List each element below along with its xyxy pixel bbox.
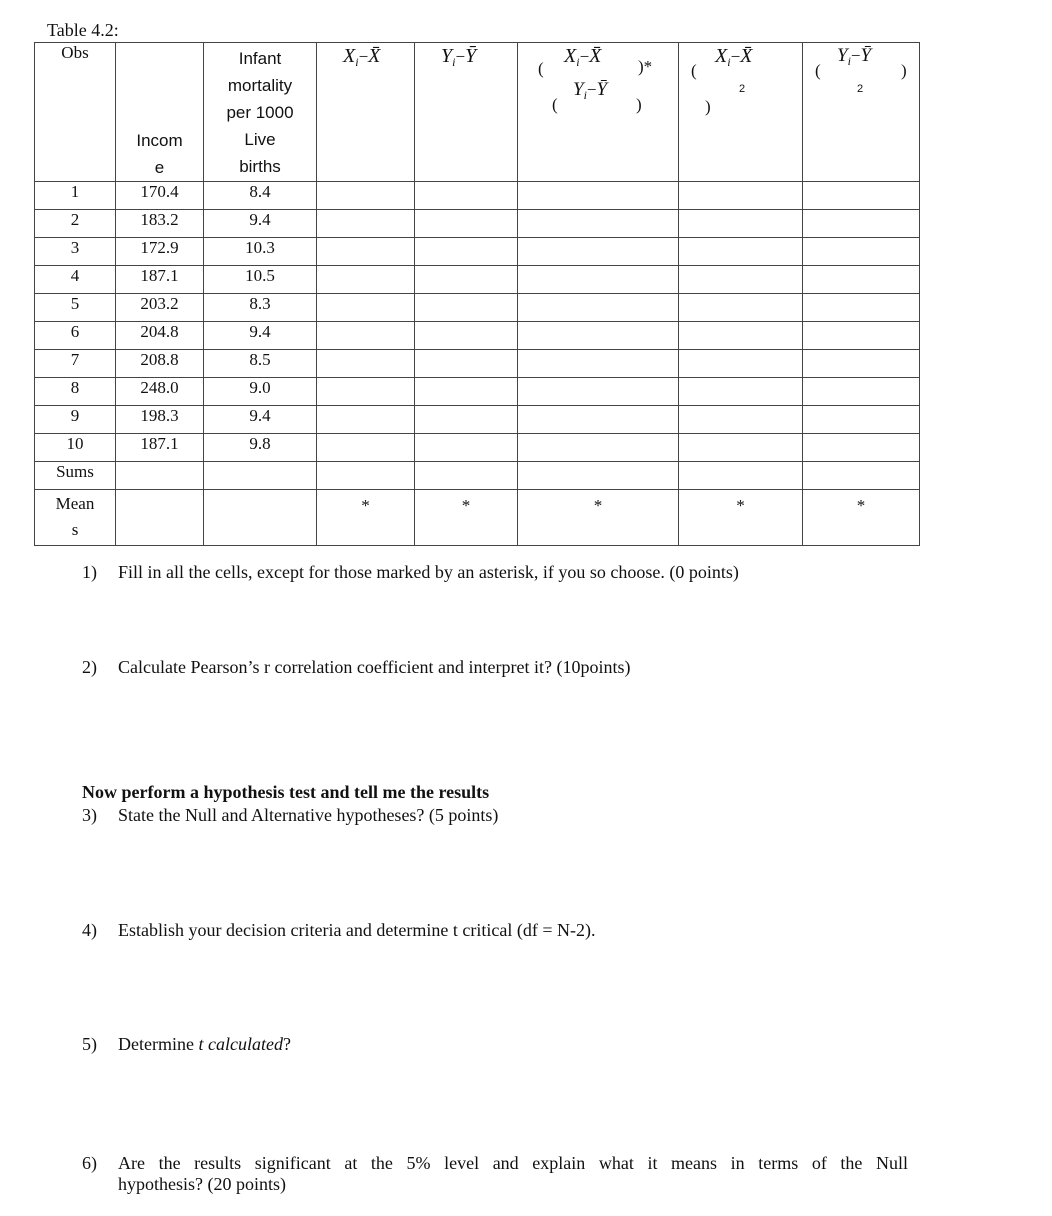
table-body (35, 182, 920, 462)
product-close-paren: ) (636, 95, 642, 114)
means-label-line1: Mean (55, 494, 95, 513)
question-4-text: Establish your decision criteria and determine t critical (df = N-2). (118, 920, 596, 940)
means-label-line2: s (71, 520, 79, 539)
y-squared-cell[interactable] (803, 210, 920, 238)
obs-cell: 1 (35, 182, 116, 210)
x-squared-cell[interactable] (679, 378, 803, 406)
product-cell[interactable] (518, 350, 679, 378)
x-squared-cell[interactable] (679, 210, 803, 238)
y-dev-cell[interactable] (415, 322, 518, 350)
x-squared-cell[interactable] (679, 238, 803, 266)
question-2-number: 2) (82, 657, 97, 677)
table-row (35, 266, 920, 294)
ysq-close-paren: ) (901, 61, 907, 80)
question-1-number: 1) (82, 562, 97, 582)
x-dev-cell[interactable] (317, 350, 415, 378)
question-6 (82, 1153, 912, 1195)
table-row (35, 182, 920, 210)
product-cell[interactable] (518, 238, 679, 266)
sum-cell-y-squared[interactable] (803, 462, 920, 490)
header-x-squared (679, 43, 803, 182)
y-squared-cell[interactable] (803, 434, 920, 462)
y-squared-cell[interactable] (803, 322, 920, 350)
sum-cell-product[interactable] (518, 462, 679, 490)
question-4-number: 4) (82, 920, 97, 940)
obs-cell: 2 (35, 210, 116, 238)
obs-cell: 5 (35, 294, 116, 322)
header-row (35, 43, 920, 182)
obs-cell: 8 (35, 378, 116, 406)
y-dev-cell[interactable] (415, 350, 518, 378)
mean-cell-x-squared: * (679, 490, 803, 546)
header-obs: Obs (35, 43, 116, 182)
product-cell[interactable] (518, 210, 679, 238)
income-cell: 204.8 (116, 322, 204, 350)
y-dev-cell[interactable] (415, 210, 518, 238)
question-3-number: 3) (82, 805, 97, 825)
x-dev-cell[interactable] (317, 238, 415, 266)
x-squared-cell[interactable] (679, 294, 803, 322)
product-cell[interactable] (518, 266, 679, 294)
y-squared-cell[interactable] (803, 266, 920, 294)
table-row (35, 434, 920, 462)
obs-cell: 10 (35, 434, 116, 462)
mean-cell-x-dev: * (317, 490, 415, 546)
formula-x-dev: $X_i-X̄$ (343, 45, 381, 69)
xsq-exponent: 2 (739, 83, 746, 95)
x-dev-cell[interactable] (317, 266, 415, 294)
product-cell[interactable] (518, 294, 679, 322)
y-dev-cell[interactable] (415, 294, 518, 322)
y-squared-cell[interactable] (803, 350, 920, 378)
y-squared-cell[interactable] (803, 294, 920, 322)
obs-cell: 7 (35, 350, 116, 378)
ysq-exponent: 2 (857, 83, 864, 95)
infant-line-3: per 1000 (226, 103, 294, 122)
y-squared-cell[interactable] (803, 406, 920, 434)
question-5-text-before: Determine (118, 1034, 199, 1054)
income-cell: 198.3 (116, 406, 204, 434)
product-cell[interactable] (518, 434, 679, 462)
question-3 (82, 805, 498, 826)
mean-cell-product: * (518, 490, 679, 546)
question-1-text: Fill in all the cells, except for those marked by an asterisk, if you so choose. (0 points) (118, 562, 739, 582)
header-income-line2: e (154, 158, 165, 177)
x-dev-cell[interactable] (317, 378, 415, 406)
income-cell: 187.1 (116, 434, 204, 462)
table-row (35, 238, 920, 266)
product-cell[interactable] (518, 182, 679, 210)
x-dev-cell[interactable] (317, 182, 415, 210)
obs-cell: 6 (35, 322, 116, 350)
formula-ysq: $Y_i-Ȳ$ (837, 45, 872, 68)
obs-cell: 9 (35, 406, 116, 434)
sum-cell-income[interactable] (116, 462, 204, 490)
product-star: )* (638, 57, 653, 76)
header-y-squared (803, 43, 920, 182)
question-6-line1: Are the results significant at the 5% level and explain what it means in terms of the Null (118, 1153, 908, 1173)
x-dev-cell[interactable] (317, 210, 415, 238)
formula-product-y: $Y_i-Ȳ$ (573, 79, 608, 102)
product-open-paren-2: ( (552, 95, 558, 114)
sums-row (35, 462, 920, 490)
x-squared-cell[interactable] (679, 434, 803, 462)
means-row (35, 490, 920, 546)
table-row (35, 294, 920, 322)
mortality-cell: 8.5 (204, 350, 317, 378)
mean-cell-mortality[interactable] (204, 490, 317, 546)
question-5-number: 5) (82, 1034, 97, 1054)
header-income-line1: Incom (136, 131, 183, 150)
mortality-cell: 9.4 (204, 210, 317, 238)
y-squared-cell[interactable] (803, 182, 920, 210)
table-row (35, 210, 920, 238)
infant-line-1: Infant (238, 49, 282, 68)
x-squared-cell[interactable] (679, 266, 803, 294)
mean-cell-y-dev: * (415, 490, 518, 546)
mortality-cell: 8.3 (204, 294, 317, 322)
infant-line-2: mortality (227, 76, 293, 95)
section-heading: Now perform a hypothesis test and tell me the results (82, 782, 490, 802)
mortality-cell: 9.0 (204, 378, 317, 406)
sum-cell-y-dev[interactable] (415, 462, 518, 490)
header-x-deviation (317, 43, 415, 182)
x-squared-cell[interactable] (679, 322, 803, 350)
y-dev-cell[interactable] (415, 238, 518, 266)
table-row (35, 350, 920, 378)
question-2-text: Calculate Pearson’s r correlation coefficient and interpret it? (10points) (118, 657, 631, 677)
income-cell: 172.9 (116, 238, 204, 266)
x-dev-cell[interactable] (317, 294, 415, 322)
infant-line-5: births (239, 157, 281, 176)
sums-label: Sums (35, 462, 116, 490)
question-6-number: 6) (82, 1153, 97, 1173)
income-cell: 183.2 (116, 210, 204, 238)
formula-product-x: $X_i-X̄$ (564, 45, 602, 69)
y-dev-cell[interactable] (415, 266, 518, 294)
ysq-open-paren: ( (815, 61, 821, 80)
question-1 (82, 562, 739, 583)
mortality-cell: 9.4 (204, 322, 317, 350)
product-open-paren-1: ( (538, 59, 544, 78)
x-squared-cell[interactable] (679, 406, 803, 434)
header-product (518, 43, 679, 182)
obs-cell: 3 (35, 238, 116, 266)
product-cell[interactable] (518, 378, 679, 406)
sum-cell-mortality[interactable] (204, 462, 317, 490)
product-cell[interactable] (518, 406, 679, 434)
income-cell: 208.8 (116, 350, 204, 378)
formula-y-dev: $Y_i-Ȳ$ (441, 45, 477, 69)
income-cell: 248.0 (116, 378, 204, 406)
mean-cell-y-squared: * (803, 490, 920, 546)
question-2 (82, 657, 630, 678)
y-dev-cell[interactable] (415, 182, 518, 210)
income-cell: 170.4 (116, 182, 204, 210)
header-income (116, 43, 204, 182)
header-y-deviation (415, 43, 518, 182)
table-caption: Table 4.2: (47, 20, 119, 40)
mean-cell-income[interactable] (116, 490, 204, 546)
question-3-text: State the Null and Alternative hypotheses? (5 points) (118, 805, 499, 825)
table-row (35, 406, 920, 434)
x-squared-cell[interactable] (679, 350, 803, 378)
income-cell: 203.2 (116, 294, 204, 322)
y-squared-cell[interactable] (803, 378, 920, 406)
mortality-cell: 8.4 (204, 182, 317, 210)
infant-line-4: Live (244, 130, 276, 149)
question-5 (82, 1034, 291, 1055)
x-dev-cell[interactable] (317, 434, 415, 462)
x-dev-cell[interactable] (317, 406, 415, 434)
x-dev-cell[interactable] (317, 322, 415, 350)
sum-cell-x-dev[interactable] (317, 462, 415, 490)
means-label (35, 490, 116, 546)
y-dev-cell[interactable] (415, 406, 518, 434)
income-cell: 187.1 (116, 266, 204, 294)
mortality-cell: 10.5 (204, 266, 317, 294)
xsq-open-paren: ( (691, 61, 697, 80)
x-squared-cell[interactable] (679, 182, 803, 210)
y-dev-cell[interactable] (415, 378, 518, 406)
header-infant-mortality (204, 43, 317, 182)
obs-cell: 4 (35, 266, 116, 294)
y-squared-cell[interactable] (803, 238, 920, 266)
question-6-line2: hypothesis? (20 points) (118, 1174, 286, 1194)
sum-cell-x-squared[interactable] (679, 462, 803, 490)
question-5-text-after: ? (282, 1034, 291, 1054)
mortality-cell: 10.3 (204, 238, 317, 266)
data-table (34, 42, 920, 546)
product-cell[interactable] (518, 322, 679, 350)
mortality-cell: 9.8 (204, 434, 317, 462)
question-5-text-italic: t calculated (198, 1034, 283, 1054)
formula-xsq: $X_i-X̄$ (715, 45, 753, 69)
table-row (35, 378, 920, 406)
mortality-cell: 9.4 (204, 406, 317, 434)
table-row (35, 322, 920, 350)
question-4 (82, 920, 595, 941)
y-dev-cell[interactable] (415, 434, 518, 462)
xsq-close-paren: ) (705, 97, 711, 116)
